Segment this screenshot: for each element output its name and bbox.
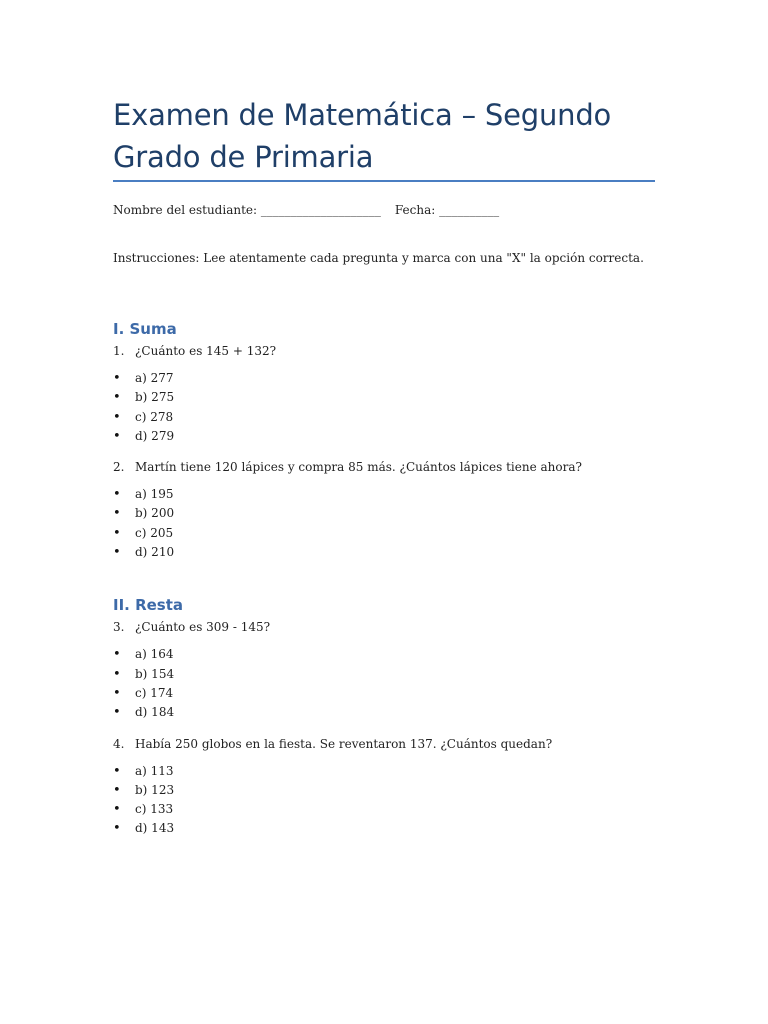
- question-text: Martín tiene 120 lápices y compra 85 más. ¿Cuántos lápices tiene ahora?: [135, 460, 582, 475]
- option-label: d) 184: [135, 705, 175, 720]
- bullet-icon: •: [113, 685, 121, 701]
- bullet-icon: •: [113, 705, 121, 721]
- question-3: [113, 619, 655, 635]
- options-list-q2: [113, 485, 655, 562]
- options-list-q4: [113, 762, 655, 839]
- option-item[interactable]: [113, 485, 655, 504]
- option-item[interactable]: [113, 504, 655, 523]
- bullet-icon: •: [113, 802, 121, 818]
- bullet-icon: •: [113, 647, 121, 663]
- bullet-icon: •: [113, 371, 121, 386]
- question-text: ¿Cuánto es 309 - 145?: [135, 620, 271, 635]
- bullet-icon: •: [113, 545, 121, 561]
- option-label: a) 195: [135, 487, 174, 502]
- student-name-field: Nombre del estudiante: ____________________: [113, 203, 381, 217]
- option-label: d) 279: [135, 428, 175, 443]
- option-label: c) 174: [135, 685, 174, 700]
- bullet-icon: •: [113, 506, 121, 522]
- option-item[interactable]: [113, 645, 655, 664]
- option-item[interactable]: [113, 684, 655, 703]
- bullet-icon: •: [113, 763, 121, 779]
- document-title: Examen de Matemática – Segundo Grado de Primaria: [113, 94, 655, 182]
- section-heading-resta: II. Resta: [113, 596, 184, 615]
- option-label: d) 210: [135, 545, 175, 560]
- option-label: b) 154: [135, 666, 175, 681]
- option-label: b) 200: [135, 506, 175, 521]
- option-label: c) 205: [135, 525, 174, 540]
- bullet-icon: •: [113, 666, 121, 682]
- option-label: a) 164: [135, 647, 174, 662]
- question-1: [113, 343, 655, 359]
- options-list-q1: [113, 369, 655, 446]
- section-heading-suma: I. Suma: [113, 320, 177, 338]
- option-label: b) 123: [135, 782, 175, 797]
- option-item[interactable]: [113, 781, 655, 800]
- option-item[interactable]: [113, 543, 655, 562]
- option-item[interactable]: [113, 665, 655, 684]
- instructions-text: Instrucciones: Lee atentamente cada pregunta y marca con una "X" la opción correcta.: [113, 251, 644, 265]
- option-item[interactable]: [113, 819, 655, 838]
- option-item[interactable]: [113, 369, 655, 388]
- question-number: 3.: [113, 620, 125, 635]
- option-item[interactable]: [113, 762, 655, 781]
- bullet-icon: •: [113, 487, 121, 503]
- option-label: b) 275: [135, 390, 175, 405]
- options-list-q3: [113, 645, 655, 722]
- question-number: 1.: [113, 344, 125, 358]
- option-item[interactable]: [113, 388, 655, 407]
- bullet-icon: •: [113, 390, 121, 406]
- option-item[interactable]: [113, 800, 655, 819]
- bullet-icon: •: [113, 428, 121, 444]
- exam-document: [113, 94, 655, 839]
- option-label: c) 278: [135, 409, 174, 424]
- option-label: a) 277: [135, 371, 174, 385]
- option-item[interactable]: [113, 427, 655, 446]
- bullet-icon: •: [113, 782, 121, 798]
- option-label: c) 133: [135, 802, 174, 817]
- option-label: a) 113: [135, 763, 174, 778]
- question-number: 4.: [113, 736, 125, 751]
- option-label: d) 143: [135, 821, 175, 836]
- option-item[interactable]: [113, 703, 655, 722]
- question-4: [113, 736, 655, 752]
- question-2: [113, 459, 655, 475]
- question-text: ¿Cuánto es 145 + 132?: [135, 344, 277, 358]
- student-info-line: [113, 202, 655, 218]
- bullet-icon: •: [113, 409, 121, 425]
- question-number: 2.: [113, 460, 125, 475]
- bullet-icon: •: [113, 821, 121, 837]
- question-text: Había 250 globos en la fiesta. Se reventaron 137. ¿Cuántos quedan?: [135, 736, 553, 751]
- bullet-icon: •: [113, 525, 121, 541]
- date-field: Fecha: __________: [394, 203, 500, 217]
- option-item[interactable]: [113, 524, 655, 543]
- option-item[interactable]: [113, 408, 655, 427]
